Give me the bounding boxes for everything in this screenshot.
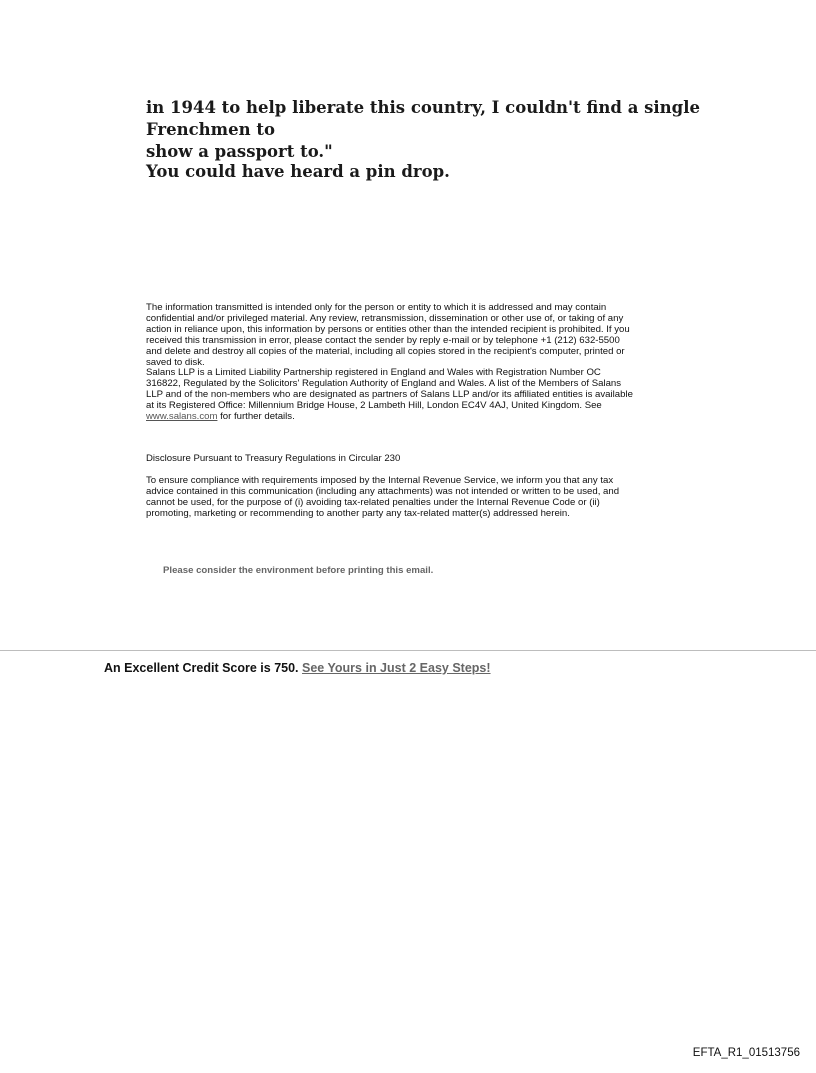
legal-disclaimer bbox=[146, 302, 636, 519]
confidentiality-notice: The information transmitted is intended only for the person or entity to which it is addressed and may contain confidential and/or privileged material. Any review, retransmission, dissemination or other use of, or taking of any action in reliance upon, this information by persons or entities other than the intended recipient is prohibited. If you received this transmission in error, please contact the sender by reply e-mail or by telephone +1 (212) 632-5500 and delete and destroy all copies of the material, including all copies stored in the recipient's computer, printed or saved to disk. bbox=[146, 302, 630, 368]
circular-230-heading: Disclosure Pursuant to Treasury Regulations in Circular 230 bbox=[146, 453, 401, 464]
story-line-2: show a passport to." bbox=[146, 142, 333, 161]
story-line-1: in 1944 to help liberate this country, I couldn't find a single Frenchmen to bbox=[146, 98, 700, 139]
document-id: EFTA_R1_01513756 bbox=[692, 1047, 800, 1059]
divider bbox=[0, 650, 816, 651]
firm-registration-text: Salans LLP is a Limited Liability Partnership registered in England and Wales with Registration Number OC 316822, Regulated by the Solicitors' Regulation Authority of England and Wales. A list of the Members of Salans LLP and of the non-members who are designated as partners of Salans LLP and/or its affiliated entities is available at its Registered Office: Millennium Bridge House, 2 Lambeth Hill, London EC4V 4AJ, United Kingdom. See bbox=[146, 367, 633, 412]
story-closing-line: You could have heard a pin drop. bbox=[146, 162, 450, 181]
credit-score-ad bbox=[104, 661, 491, 675]
ad-link[interactable]: See Yours in Just 2 Easy Steps! bbox=[302, 661, 491, 675]
firm-registration-notice bbox=[146, 368, 636, 423]
ad-text: An Excellent Credit Score is 750. bbox=[104, 661, 299, 675]
tax-advice-notice: To ensure compliance with requirements imposed by the Internal Revenue Service, we inform you that any tax advice contained in this communication (including any attachments) was not intended or written to be used, and cannot be used, for the purpose of (i) avoiding tax-related penalties under the Internal Revenue Code or (ii) promoting, marketing or recommending to another party any tax-related matter(s) addressed herein. bbox=[146, 475, 620, 519]
firm-registration-suffix: for further details. bbox=[217, 411, 295, 423]
salans-website-link[interactable]: www.salans.com bbox=[146, 411, 218, 423]
story-excerpt bbox=[146, 97, 726, 181]
environment-note: Please consider the environment before printing this email. bbox=[163, 565, 434, 576]
